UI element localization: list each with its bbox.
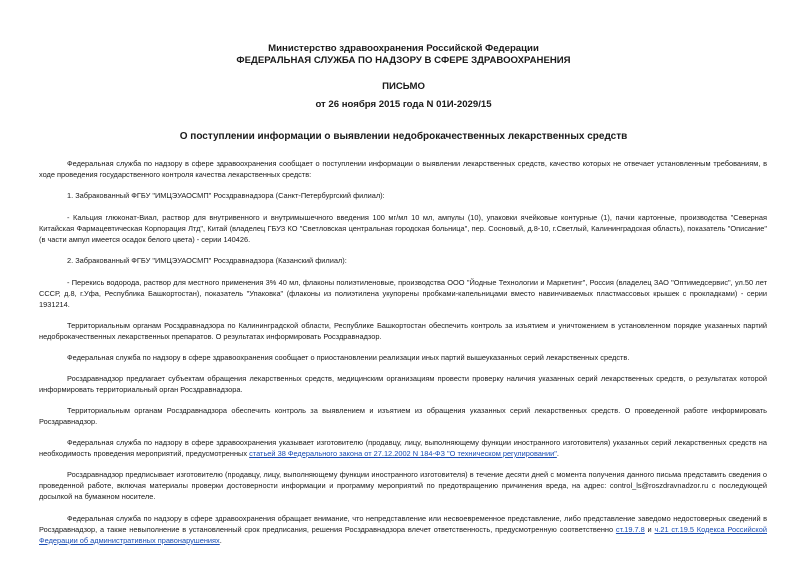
paragraph-text: Федеральная служба по надзору в сфере здравоохранения указывает изготовителю (продавцу, лицу, выполняющему функции иностранного изготовителя) указанных серий лекарственных средств на необходимость проведения мероприятий, предусмотренных [39,437,767,458]
paragraph-liability [39,513,767,546]
paragraph-suspension: Федеральная служба по надзору в сфере здравоохранения сообщает о приостановлении реализации иных партий вышеуказанных серий лекарственных средств. [67,353,630,363]
paragraph-item-2: 2. Забракованный ФГБУ "ИМЦЭУАОСМП" Росздравнадзора (Казанский филиал): [67,256,347,266]
paragraph-territorial-control: Территориальным органам Росздравнадзора по Калининградской области, Республике Башкортостан обеспечить контроль за изъятием и уничтожением в установленном порядке указанных партий недоброкачественных лекарственных препаратов. О результатах информировать Росздравнадзор. [39,320,767,341]
paragraph-withdrawal-control: Территориальным органам Росздравнадзора обеспечить контроль за выявлением и изъятием из обращения указанных серий лекарственных средств. О проведенной работе информировать Росздравнадзор. [39,406,767,427]
paragraph-intro: Федеральная служба по надзору в сфере здравоохранения сообщает о поступлении информации о выявлении лекарственных средств, качество которых не отвечает установленным требованиям, в ходе проведения государственного контроля качества лекарственных средств: [39,159,767,179]
document-type: ПИСЬМО [382,81,425,92]
code-article-link-2[interactable]: ч.21 ст.19.5 Кодекса Российской Федерации об административных правонарушениях [39,524,767,545]
paragraph-item-2-details: - Перекись водорода, раствор для местного применения 3% 40 мл, флаконы полиэтиленовые, производства ООО "Йодные Технологии и Маркетинг", Россия (владелец ЗАО "Оптимедсервис", ул.50 лет СССР, д.8, г.Уфа, Республика Башкортостан), показатель "Упаковка" (флаконы из полиэтилена укупорены пробками-капельницами вместо навинчиваемых пластмассовых крышек с прокладками) - серии 1931214. [39,277,767,309]
paragraph-prescription: Росздравнадзор предписывает изготовителю (продавцу, лицу, выполняющему функции иностранного изготовителя) в течение десяти дней с момента получения данного письма представить сведения о проведенной работе, включая материалы проверки достоверности информации и программу мероприятий по предотвращению причинения вреда, на адрес: control_ls@roszdravnadzor.ru с последующей досылкой на бумажном носителе. [39,470,767,502]
document-date-number: от 26 ноября 2015 года N 01И-2029/15 [315,99,492,110]
document-body [39,158,767,556]
paragraph-text: и [644,524,655,534]
paragraph-manufacturer-measures [39,437,767,459]
service-name: ФЕДЕРАЛЬНАЯ СЛУЖБА ПО НАДЗОРУ В СФЕРЕ ЗДРАВООХРАНЕНИЯ [236,55,571,66]
paragraph-text: . [556,448,559,458]
law-article-link[interactable]: статьей 38 Федерального закона от 27.12.2002 N 184-ФЗ "О техническом регулировании" [249,448,557,458]
paragraph-text: . [219,535,222,545]
code-article-link-1[interactable]: ст.19.7.8 [615,524,645,534]
paragraph-check-proposal: Росздравнадзор предлагает субъектам обращения лекарственных средств, медицинским организациям провести проверку наличия указанных серий лекарственных средств, о результатах которой информировать территориальный орган Росздравнадзора. [39,373,767,394]
paragraph-text: Федеральная служба по надзору в сфере здравоохранения обращает внимание, что непредставление или несвоевременное представление, либо представление заведомо недостоверных сведений в Росздравнадзор, а также невыполнение в установленный срок предписания, решения Росздравнадзора влечет ответственность, предусмотренную соответственно [39,513,767,534]
paragraph-item-1-details: - Кальция глюконат-Виал, раствор для внутривенного и внутримышечного введения 100 мг/мл 10 мл, ампулы (10), упаковки ячейковые контурные (1), пачки картонные, производства "Северная Китайская Фармацевтическая Корпорация Лтд", Китай (владелец ГБУЗ КО "Светловская центральная городская больница", пер. Сосновый, д.8-10, г.Светлый, Калининградская область), показатель "Описание" (в части ампул имеется осадок белого цвета) - серии 140426. [39,212,767,244]
ministry-name: Министерство здравоохранения Российской Федерации [268,43,539,54]
paragraph-item-1: 1. Забракованный ФГБУ "ИМЦЭУАОСМП" Росздравнадзора (Санкт-Петербургский филиал): [67,191,385,201]
document-title: О поступлении информации о выявлении недоброкачественных лекарственных средств [179,131,628,142]
